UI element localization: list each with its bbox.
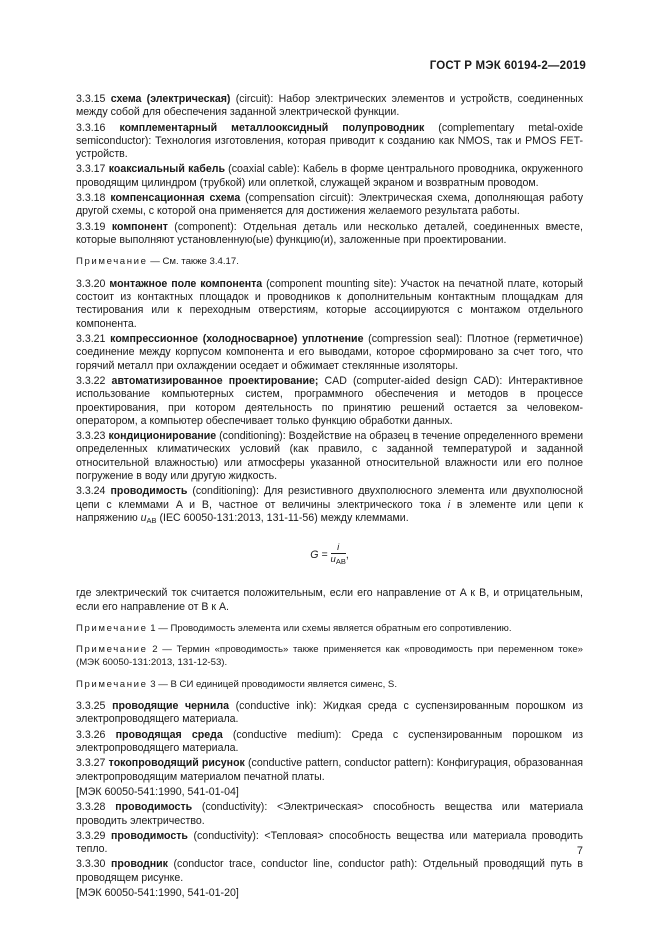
entry-term: токопроводящий рисунок xyxy=(108,757,245,770)
page-number: 7 xyxy=(576,845,583,857)
note-label: Примечание xyxy=(76,622,148,634)
entry-text: (conductive pattern, conductor pattern): Конфигурация, образованная электропроводящим материалом печатной платы. xyxy=(76,757,583,783)
document-header: ГОСТ Р МЭК 60194-2—2019 xyxy=(429,60,586,72)
term-entry xyxy=(76,221,583,248)
entry-number: 3.3.17 xyxy=(76,163,106,176)
formula-numerator: i xyxy=(337,542,340,554)
entry-term: монтажное поле компонента xyxy=(109,277,263,290)
notes-block xyxy=(76,623,583,691)
entry-text: (conditioning): Для резистивного двухполюсного элемента или двухполюсной цепи с клеммами A и B, частное от величины электрического тока xyxy=(76,485,583,511)
formula-explanation: где электрический ток считается положительным, если его направление от A к B, и отрицательным, если его направление от B к A. xyxy=(76,587,583,613)
entry-term: проводимость xyxy=(110,485,188,498)
entry-number: 3.3.19 xyxy=(76,220,106,233)
entry-reference: [МЭК 60050-541:1990, 541-01-04] xyxy=(76,785,239,798)
entry-term: проводимость xyxy=(115,801,193,814)
entry-term: компонент xyxy=(111,220,168,233)
note-see-also xyxy=(76,256,583,269)
entry-text: (conductive ink): Жидкая среда с суспензированным порошком из электропроводящего материала. xyxy=(76,700,583,726)
note xyxy=(76,644,583,669)
entry-term: компенсационная схема xyxy=(110,192,241,205)
entry-number: 3.3.26 xyxy=(76,728,106,741)
entry-term: проводник xyxy=(111,858,168,871)
entry-text: (conductivity): <Тепловая> способность вещества или материала проводить тепло. xyxy=(76,829,583,856)
entry-text: (circuit): Набор электрических элементов и устройств, соединенных между собой для обеспечения заданной электрической функции. xyxy=(76,93,583,119)
entry-term: проводящая среда xyxy=(115,728,223,741)
document-body xyxy=(76,93,583,902)
term-entry xyxy=(76,858,583,885)
var-voltage: u xyxy=(140,511,147,524)
term-entry xyxy=(76,801,583,828)
term-entry xyxy=(76,830,583,857)
note-label: Примечание xyxy=(76,256,148,268)
term-entry xyxy=(76,122,583,162)
entry-text: (compression seal): Плотное (герметичное) соединение между корпусом компонента и его выводами, которое сформировано за счет того, что горячий металл при охлаждении оседает и обжимает стеклянные изоляторы. xyxy=(76,333,583,372)
entry-term: автоматизированное проектирование; xyxy=(111,374,319,387)
entry-text: (component): Отдельная деталь или несколько деталей, соединенных вместе, которые выполняют установленную(ые) функцию(и), заложенные при проектировании. xyxy=(76,220,583,246)
entry-number: 3.3.23 xyxy=(76,430,106,443)
formula-denominator-var: u xyxy=(330,554,336,566)
term-entry xyxy=(76,163,583,190)
entries-block-b xyxy=(76,278,583,483)
entry-number: 3.3.16 xyxy=(76,121,106,134)
entry-number: 3.3.25 xyxy=(76,700,106,713)
formula-denominator-sub: AB xyxy=(335,557,346,567)
entry-number: 3.3.21 xyxy=(76,333,106,346)
note-text: 2 — Термин «проводимость» также применяется как «проводимость при переменном токе» (МЭК 60050-131:2013, 131-12-53). xyxy=(76,644,583,668)
note-label: Примечание xyxy=(76,678,148,690)
entry-term: кондиционирование xyxy=(108,430,217,443)
entry-number: 3.3.20 xyxy=(76,277,106,290)
entry-text: (compensation circuit): Электрическая схема, дополняющая работу другой схемы, с которой она применяется для достижения желаемого результата работы. xyxy=(76,192,583,218)
entry-term: комплементарный металлооксидный полупроводник xyxy=(119,121,425,134)
term-entry xyxy=(76,333,583,373)
entry-text: (coaxial cable): Кабель в форме центрального проводника, окруженного проводящим цилиндром (трубкой) или оплеткой, служащей экраном и возвратным проводом. xyxy=(76,163,583,189)
entry-number: 3.3.27 xyxy=(76,757,106,770)
entry-term: коаксиальный кабель xyxy=(108,163,225,176)
var-voltage-sub: AB xyxy=(146,515,157,525)
entry-text: (conductivity): <Электрическая> способность вещества или материала проводить электричество. xyxy=(76,801,583,827)
entry-number: 3.3.22 xyxy=(76,374,106,387)
term-entry xyxy=(76,192,583,219)
term-entry xyxy=(76,375,583,428)
entry-text: (component mounting site): Участок на печатной плате, который состоит из контактных площадок и проводников к дополнительным контактным площадкам для тестирования или к переходным отверстиям, которые ассоциируются с монтажом отдельного компонента. xyxy=(76,277,583,330)
entry-text: (IEC 60050-131:2013, 131-11-56) между клеммами. xyxy=(156,511,409,524)
formula-fraction xyxy=(331,543,346,567)
term-entry xyxy=(76,278,583,331)
term-entry xyxy=(76,729,583,756)
entry-number: 3.3.28 xyxy=(76,801,106,814)
term-entry xyxy=(76,485,583,527)
entry-number: 3.3.30 xyxy=(76,858,106,871)
entry-term: проводящие чернила xyxy=(112,700,230,713)
term-entry xyxy=(76,93,583,120)
entry-number: 3.3.29 xyxy=(76,829,106,842)
formula-conductance xyxy=(76,543,583,567)
entry-text: в элементе или цепи к напряжению xyxy=(76,498,583,524)
note-text: 1 — Проводимость элемента или схемы является обратным его сопротивлению. xyxy=(147,622,512,634)
term-entry xyxy=(76,700,583,727)
term-entry xyxy=(76,430,583,483)
note xyxy=(76,623,583,636)
entry-text: (conductive medium): Среда с суспензированным порошком из электропроводящего материала. xyxy=(76,728,583,755)
entry-term: проводимость xyxy=(111,829,188,842)
entry-number: 3.3.18 xyxy=(76,192,106,205)
entry-term: компрессионное (холодносварное) уплотнение xyxy=(110,333,364,346)
entries-block-c xyxy=(76,700,583,900)
entry-number: 3.3.15 xyxy=(76,93,106,105)
entry-reference: [МЭК 60050-541:1990, 541-01-20] xyxy=(76,887,239,900)
entry-text: (conditioning): Воздействие на образец в течение определенного времени определенных климатических условий (как правило, с заданной температурой и заданной относительной влажностью) или атмосферы указанной относительной влажности или его полное погружение в воду или другую жидкость. xyxy=(76,430,583,483)
entry-number: 3.3.24 xyxy=(76,485,106,498)
note xyxy=(76,679,583,692)
note-text: 3 — В СИ единицей проводимости является сименс, S. xyxy=(147,678,397,690)
entry-text: CAD (computer-aided design CAD): Интерактивное использование компьютерных систем, программного обеспечения и методов в процессе проектирования, при котором деятельность по принятию решений остается за человеком-оператором, а компьютер обеспечивает только функцию обработки данных. xyxy=(76,374,584,427)
entry-text: (complementary metal-oxide semiconductor): Технология изготовления, которая приводит к созданию как NMOS, так и PMOS FET-устройств. xyxy=(76,121,583,161)
entry-term: схема (электрическая) xyxy=(110,93,231,105)
term-entry xyxy=(76,757,583,784)
note-text: — См. также 3.4.17. xyxy=(147,256,239,268)
formula-lhs: G = xyxy=(310,549,328,561)
var-current: i xyxy=(447,498,451,511)
entry-text: (conductor trace, conductor line, conductor path): Отдельный проводящий путь в проводящем рисунке. xyxy=(76,858,583,884)
formula-tail: , xyxy=(345,549,349,561)
formula-denominator xyxy=(331,553,346,567)
entries-block-a xyxy=(76,93,583,247)
note-label: Примечание xyxy=(76,644,148,656)
